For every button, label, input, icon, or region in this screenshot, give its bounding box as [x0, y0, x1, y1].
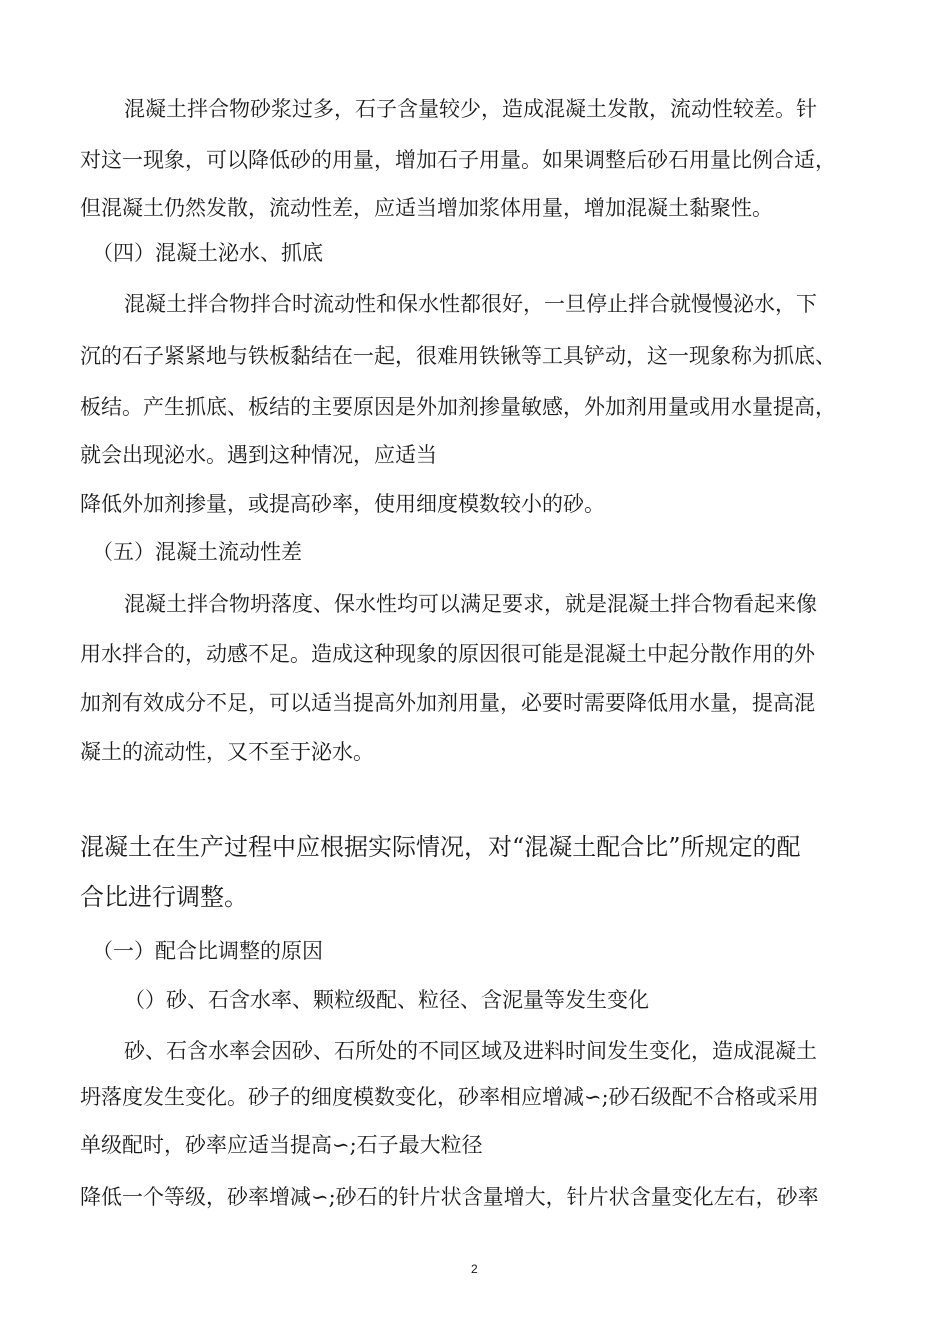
text-line: 降低一个等级，砂率增减∽;砂石的针片状含量增大，针片状含量变化左右，砂率: [80, 1185, 819, 1209]
text-line: 混凝土拌合物坍落度、保水性均可以满足要求，就是混凝土拌合物看起来像: [124, 592, 817, 616]
section-heading: （四）混凝土泌水、抓底: [92, 241, 323, 265]
text-line: 但混凝土仍然发散，流动性差，应适当增加浆体用量，增加混凝土黏聚性。: [80, 196, 773, 220]
text-line: 凝土的流动性，又不至于泌水。: [80, 740, 374, 764]
text-line: 混凝土拌合物砂浆过多，石子含量较少，造成混凝土发散，流动性较差。针: [124, 97, 817, 121]
text-line: 就会出现泌水。遇到这种情况，应适当: [80, 443, 437, 467]
text-line: 用水拌合的，动感不足。造成这种现象的原因很可能是混凝土中起分散作用的外: [80, 642, 815, 666]
text-line: 沉的石子紧紧地与铁板黏结在一起，很难用铁锹等工具铲动，这一现象称为抓底、: [80, 344, 836, 368]
page-number: 2: [471, 1262, 478, 1276]
text-line: 坍落度发生变化。砂子的细度模数变化，砂率相应增减∽;砂石级配不合格或采用: [80, 1085, 819, 1109]
subsection-heading: （）砂、石含水率、颗粒级配、粒径、含泥量等发生变化: [124, 988, 649, 1012]
section-heading: （一）配合比调整的原因: [92, 939, 323, 963]
text-line: 混凝土拌合物拌合时流动性和保水性都很好，一旦停止拌合就慢慢泌水，下: [124, 292, 817, 316]
text-line: 板结。产生抓底、板结的主要原因是外加剂掺量敏感，外加剂用量或用水量提高，: [80, 395, 836, 419]
text-line: 加剂有效成分不足，可以适当提高外加剂用量，必要时需要降低用水量，提高混: [80, 691, 815, 715]
text-line: 单级配时，砂率应适当提高∽;石子最大粒径: [80, 1133, 483, 1157]
text-line: 降低外加剂掺量，或提高砂率，使用细度模数较小的砂。: [80, 492, 605, 516]
text-line-large: 合比进行调整。: [80, 883, 248, 911]
text-line-large: 混凝土在生产过程中应根据实际情况，对“混凝土配合比”所规定的配: [80, 833, 801, 861]
text-line: 砂、石含水率会因砂、石所处的不同区域及进料时间发生变化，造成混凝土: [124, 1039, 817, 1063]
section-heading: （五）混凝土流动性差: [92, 540, 302, 564]
text-line: 对这一现象，可以降低砂的用量，增加石子用量。如果调整后砂石用量比例合适，: [80, 148, 836, 172]
